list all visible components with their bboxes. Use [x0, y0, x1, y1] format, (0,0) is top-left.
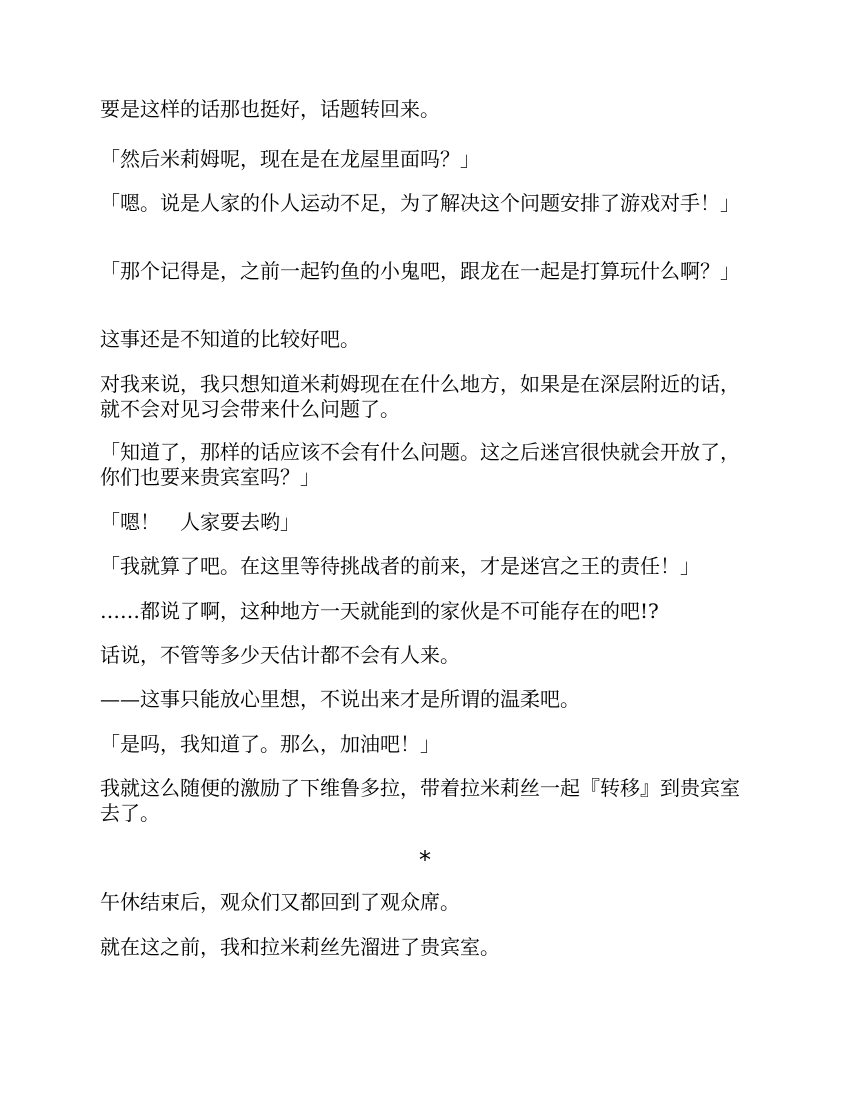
paragraph-7: 「知道了，那样的话应该不会有什么问题。这之后迷宫很快就会开放了，你们也要来贵宾室吗？」 [100, 440, 740, 489]
paragraph-6: 对我来说，我只想知道米莉姆现在在什么地方，如果是在深层附近的话，就不会对见习会带来什么问题了。 [100, 372, 740, 421]
paragraph-15: 午休结束后，观众们又都回到了观众席。 [100, 890, 460, 914]
paragraph-9: 「我就算了吧。在这里等待挑战者的前来，才是迷宫之王的责任！」 [100, 554, 700, 578]
paragraph-8: 「嗯！ 人家要去哟」 [100, 510, 300, 534]
paragraph-16: 就在这之前，我和拉米莉丝先溜进了贵宾室。 [100, 935, 500, 959]
paragraph-2: 「然后米莉姆呢，现在是在龙屋里面吗？」 [100, 147, 480, 171]
paragraph-4: 「那个记得是，之前一起钓鱼的小鬼吧，跟龙在一起是打算玩什么啊？」 [100, 259, 740, 283]
paragraph-13: 「是吗，我知道了。那么，加油吧！」 [100, 732, 440, 756]
paragraph-12: ——这事只能放心里想，不说出来才是所谓的温柔吧。 [100, 687, 580, 711]
paragraph-5: 这事还是不知道的比较好吧。 [100, 327, 360, 351]
paragraph-11: 话说，不管等多少天估计都不会有人来。 [100, 643, 460, 667]
paragraph-14: 我就这么随便的激励了下维鲁多拉，带着拉米莉丝一起『转移』到贵宾室去了。 [100, 776, 740, 825]
paragraph-1: 要是这样的话那也挺好，话题转回来。 [100, 97, 440, 121]
paragraph-10: ……都说了啊，这种地方一天就能到的家伙是不可能存在的吧!? [100, 599, 659, 623]
paragraph-3: 「嗯。说是人家的仆人运动不足，为了解决这个问题安排了游戏对手！」 [100, 191, 740, 215]
section-separator: * [419, 846, 431, 874]
